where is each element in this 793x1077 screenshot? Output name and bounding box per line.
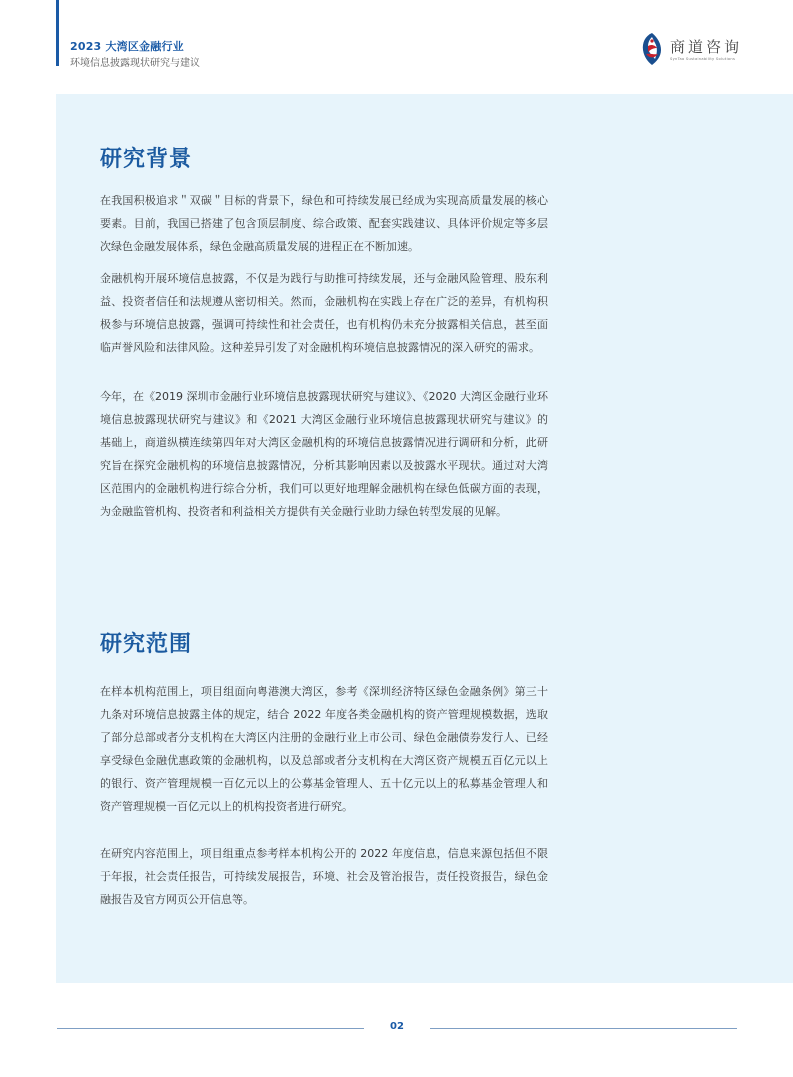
logo-name: 商道咨询 [670, 38, 743, 56]
header-subtitle: 环境信息披露现状研究与建议 [70, 58, 200, 69]
section-title-research-scope: 研究范围 [100, 632, 193, 657]
header-accent-bar [56, 0, 59, 66]
company-logo [640, 32, 744, 68]
section-title-research-background: 研究背景 [100, 147, 193, 172]
scope-paragraph-1: 在样本机构范围上，项目组面向粤港澳大湾区，参考《深圳经济特区绿色金融条例》第三十九条对环境信息披露主体的规定，结合 2022 年度各类金融机构的资产管理规模数据，选取了部分总部或者分支机构在大湾区内注册的金融行业上市公司、绿色金融债券发行人、已经享受绿色金融优惠政策的金融机构，以及总部或者分支机构在大湾区资产规模五百亿元以上的银行、资产管理规模一百亿元以上的公募基金管理人、五十亿元以上的私募基金管理人和资产管理规模一百亿元以上的机构投资者进行研究。 [100, 685, 548, 813]
scope-paragraph-2: 在研究内容范围上，项目组重点参考样本机构公开的 2022 年度信息，信息来源包括但不限于年报，社会责任报告，可持续发展报告，环境、社会及管治报告，责任投资报告，绿色金融报告及官方网页公开信息等。 [100, 847, 548, 906]
background-paragraph-1: 在我国积极追求＂双碳＂目标的背景下，绿色和可持续发展已经成为实现高质量发展的核心要素。目前，我国已搭建了包含顶层制度、综合政策、配套实践建议、具体评价规定等多层次绿色金融发展体系，绿色金融高质量发展的进程正在不断加速。 [100, 194, 548, 253]
footer-divider-right [430, 1028, 737, 1029]
background-paragraph-3: 今年，在《2019 深圳市金融行业环境信息披露现状研究与建议》、《2020 大湾区金融行业环境信息披露现状研究与建议》和《2021 大湾区金融行业环境信息披露现状研究与建议》的基础上，商道纵横连续第四年对大湾区金融机构的环境信息披露情况进行调研和分析，此研究旨在探究金融机构的环境信息披露情况，分析其影响因素以及披露水平现状。通过对大湾区范围内的金融机构进行综合分析，我们可以更好地理解金融机构在绿色低碳方面的表现，为金融监管机构、投资者和利益相关方提供有关金融行业助力绿色转型发展的见解。 [100, 390, 548, 518]
logo-tagline: SynTao Sustainability Solutions [670, 57, 736, 61]
background-paragraph-2: 金融机构开展环境信息披露，不仅是为践行与助推可持续发展，还与金融风险管理、股东利益、投资者信任和法规遵从密切相关。然而，金融机构在实践上存在广泛的差异，有机构积极参与环境信息披露，强调可持续性和社会责任，也有机构仍未充分披露相关信息，甚至面临声誉风险和法律风险。这种差异引发了对金融机构环境信息披露情况的深入研究的需求。 [100, 272, 548, 354]
footer-divider-left [57, 1028, 364, 1029]
syntao-logo-icon [640, 32, 664, 66]
page-number: 02 [390, 1021, 404, 1032]
header-title: 2023 大湾区金融行业 [70, 40, 184, 53]
